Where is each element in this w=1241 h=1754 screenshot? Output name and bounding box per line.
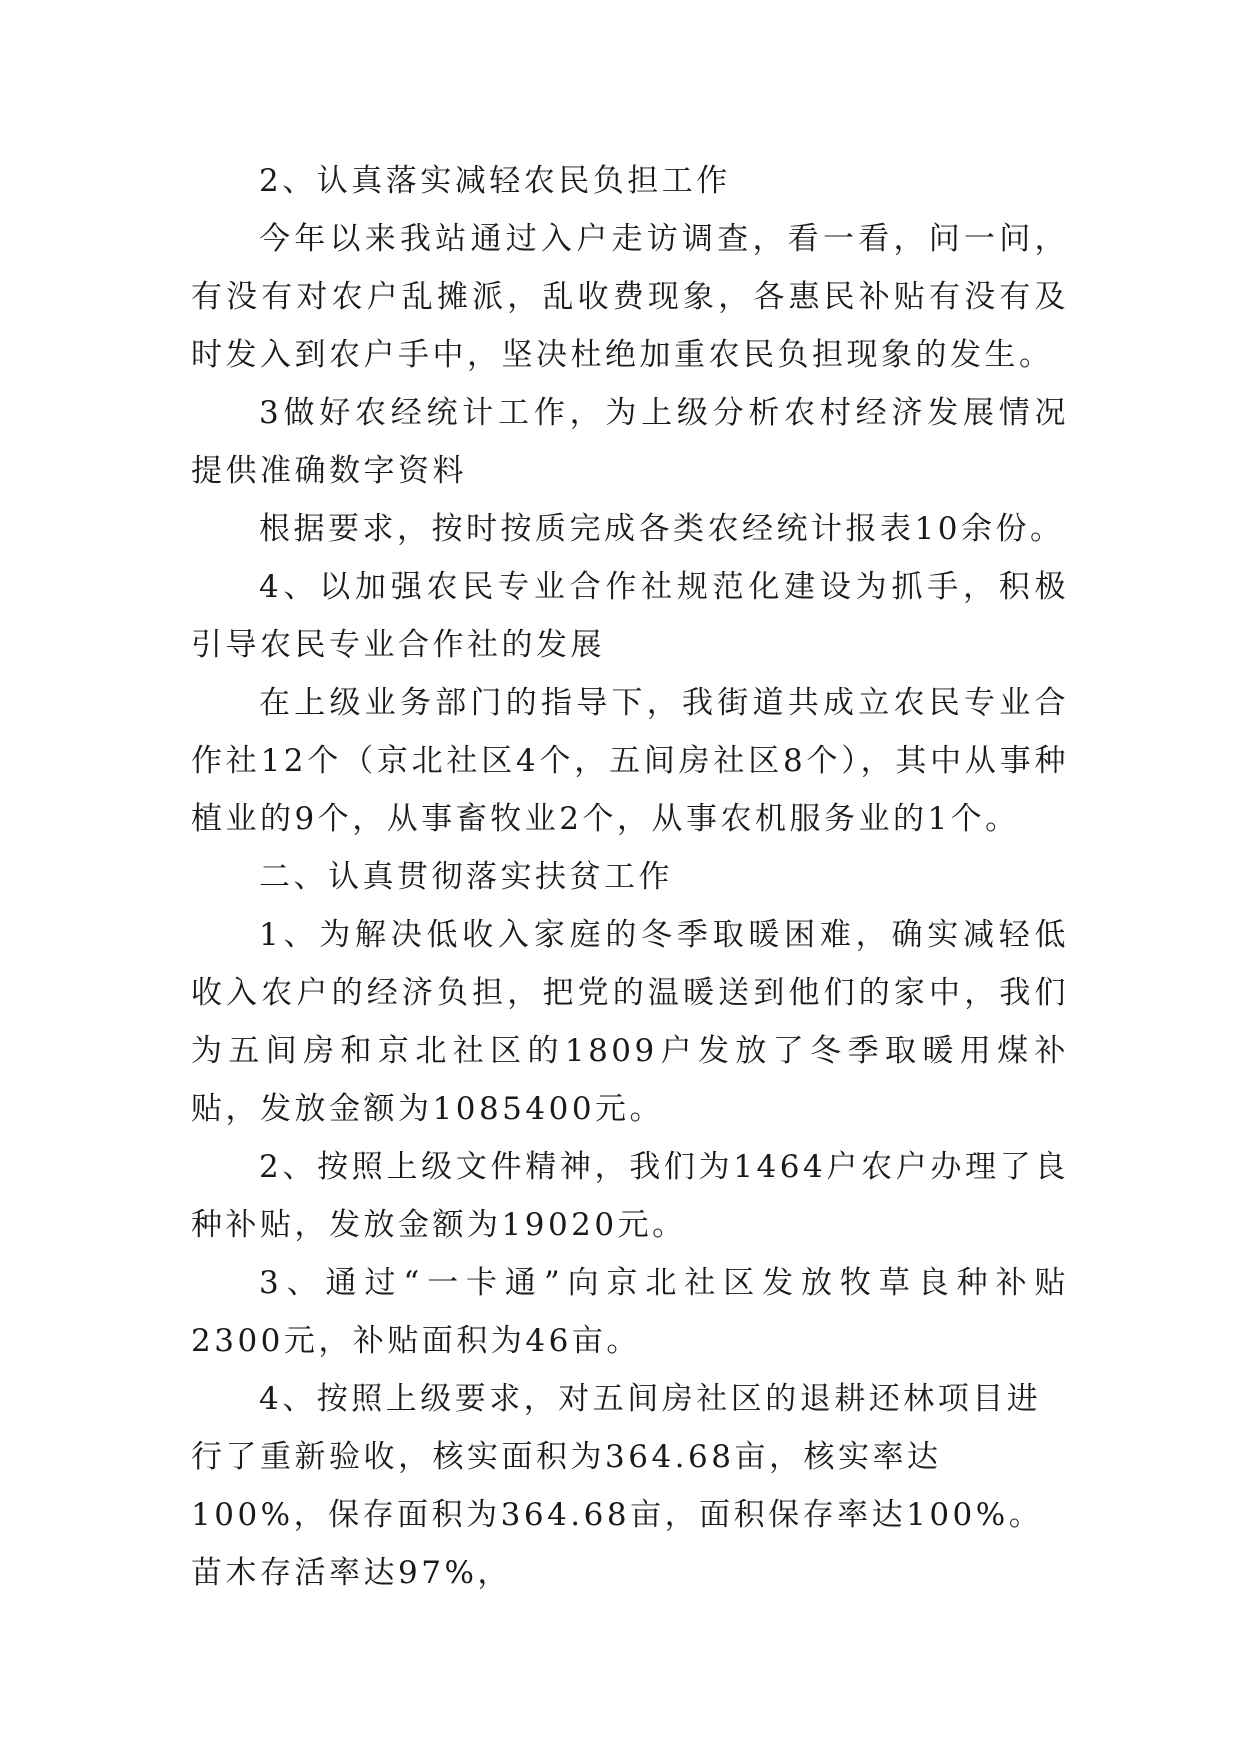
paragraph-seed-subsidy: 2、按照上级文件精神，我们为1464户农户办理了良种补贴，发放金额为19020元。 bbox=[191, 1149, 1069, 1243]
document-body bbox=[191, 152, 1069, 1602]
paragraph-statistics-reports: 根据要求，按时按质完成各类农经统计报表10余份。 bbox=[259, 511, 1065, 547]
paragraph-forage-subsidy: 3、通过“一卡通”向京北社区发放牧草良种补贴2300元，补贴面积为46亩。 bbox=[191, 1265, 1069, 1359]
section-heading-statistics-work: 3做好农经统计工作，为上级分析农村经济发展情况提供准确数字资料 bbox=[191, 395, 1069, 489]
section-heading-poverty-alleviation: 二、认真贯彻落实扶贫工作 bbox=[259, 859, 673, 895]
section-heading-cooperatives: 4、以加强农民专业合作社规范化建设为抓手，积极引导农民专业合作社的发展 bbox=[191, 569, 1069, 663]
paragraph-cooperatives-established: 在上级业务部门的指导下，我街道共成立农民专业合作社12个（京北社区4个，五间房社区8个），其中从事种植业的9个，从事畜牧业2个，从事农机服务业的1个。 bbox=[191, 685, 1069, 837]
paragraph-reforestation-acceptance: 4、按照上级要求，对五间房社区的退耕还林项目进行了重新验收，核实面积为364.68亩，核实率达100%，保存面积为364.68亩，面积保存率达100%。苗木存活率达97%， bbox=[191, 1381, 1044, 1591]
paragraph-household-visits: 今年以来我站通过入户走访调查，看一看，问一问，有没有对农户乱摊派，乱收费现象，各惠民补贴有没有及时发入到农户手中，坚决杜绝加重农民负担现象的发生。 bbox=[191, 221, 1069, 373]
paragraph-heating-subsidy: 1、为解决低收入家庭的冬季取暖困难，确实减轻低收入农户的经济负担，把党的温暖送到他们的家中，我们为五间房和京北社区的1809户发放了冬季取暖用煤补贴，发放金额为1085400元。 bbox=[191, 917, 1069, 1127]
section-heading-reduce-farmer-burden: 2、认真落实减轻农民负担工作 bbox=[259, 163, 731, 199]
